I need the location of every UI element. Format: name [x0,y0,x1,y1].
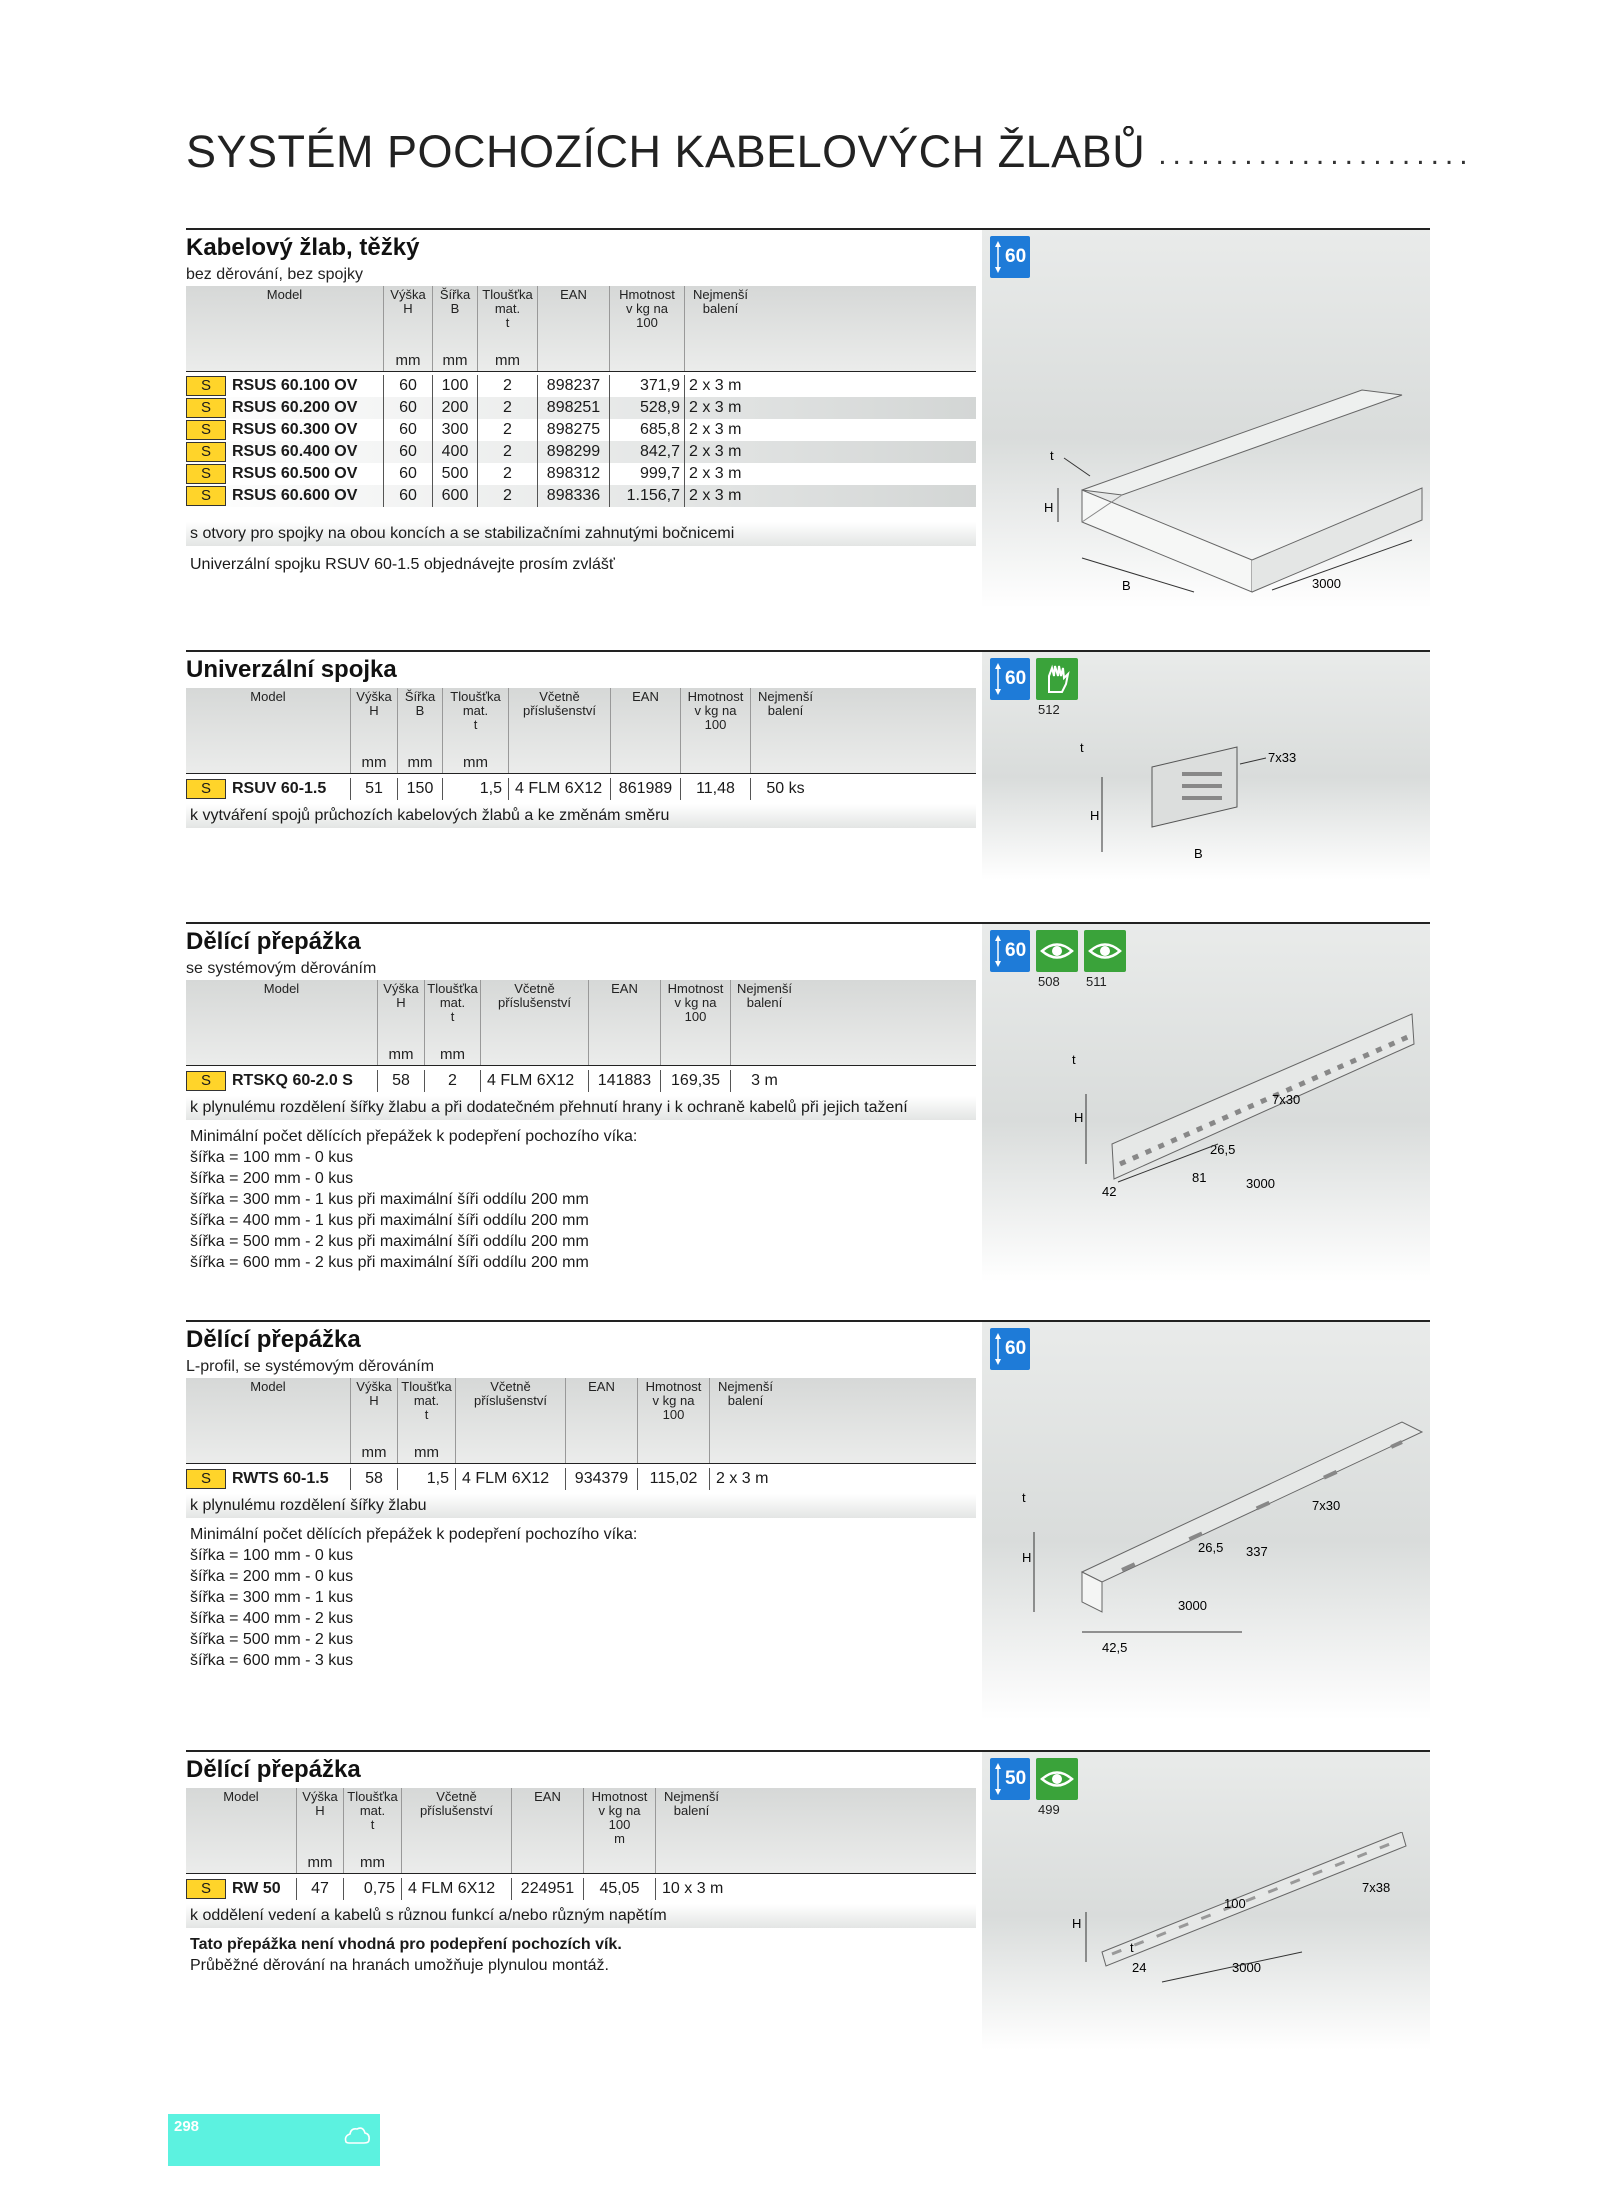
svg-text:B: B [1194,846,1203,861]
cell-t: 2 [477,375,537,397]
connector-drawing [982,722,1430,872]
cell-pack: 50 ks [750,778,820,800]
cell-t: 0,75 [343,1878,401,1900]
cell-t: 2 [477,419,537,441]
cell-pack: 2 x 3 m [709,1468,781,1490]
section-image [982,230,1430,608]
cell-t: 1,5 [442,778,508,800]
s-badge: S [186,464,226,484]
product-note: k oddělení vedení a kabelů s různou funkcí a/nebo různým napětím [186,1904,976,1928]
cell-kg: 169,35 [660,1070,730,1092]
cell-kg: 685,8 [609,419,684,441]
svg-text:42,5: 42,5 [1102,1640,1128,1655]
col-hmotnost: Hmotnost v kg na 100 [680,688,750,773]
eye-icon [1036,930,1078,972]
cell-kg: 842,7 [609,441,684,463]
page-number: 298 [174,2118,200,2135]
cell-kg: 115,02 [637,1468,709,1490]
product-note: k vytváření spojů průchozích kabelových žlabů a ke změnám směru [186,804,976,828]
cell-model: RWTS 60-1.5 [232,1470,329,1487]
table-header [186,980,976,1066]
s-badge: S [186,1879,226,1899]
cell-b: 600 [432,485,477,507]
table-row[interactable] [186,375,976,397]
svg-text:7x33: 7x33 [1268,750,1297,765]
cell-ean: 224951 [511,1878,583,1900]
s-badge: S [186,779,226,799]
table-row[interactable] [186,1878,976,1900]
table-row[interactable] [186,441,976,463]
svg-text:3000: 3000 [1246,1176,1275,1191]
l-profile-drawing [982,1402,1430,1712]
svg-text:337: 337 [1246,1544,1268,1559]
col-model: Model [263,981,300,996]
cell-accessories: 4 FLM 6X12 [508,778,610,800]
cell-kg: 999,7 [609,463,684,485]
col-tloustka: Tloušťka mat. t mm [343,1788,401,1873]
cell-h: 51 [350,778,397,800]
svg-text:t: t [1072,1052,1076,1067]
svg-text:7x30: 7x30 [1272,1092,1301,1107]
height-badge: 50 [990,1758,1030,1800]
table-row[interactable] [186,419,976,441]
cell-t: 2 [424,1070,480,1092]
col-baleni: Nejmenší balení [730,980,798,1065]
cell-pack: 2 x 3 m [684,375,756,397]
table-header [186,286,976,372]
section-delici-prepazka-1 [186,922,1430,1282]
section-delici-prepazka-3 [186,1750,1430,2050]
info-text: Průběžné děrování na hranách umožňuje plynulou montáž. [190,1957,609,1974]
cell-model: RSUS 60.300 OV [232,421,358,438]
cell-model: RSUS 60.200 OV [232,399,358,416]
section-title: Univerzální spojka [186,656,397,683]
cell-ean: 861989 [610,778,680,800]
cell-b: 300 [432,419,477,441]
col-model: Model [250,1379,286,1394]
col-hmotnost: Hmotnost v kg na 100 [609,286,684,371]
eye-icon [1036,1758,1078,1800]
col-vcetne: Včetně příslušenství [480,980,588,1065]
col-vcetne: Včetně příslušenství [401,1788,511,1873]
cell-ean: 898312 [537,463,609,485]
cell-pack: 2 x 3 m [684,397,756,419]
col-vyska: Výška H mm [383,286,432,371]
s-badge: S [186,1469,226,1489]
order-note: Univerzální spojku RSUV 60-1.5 objednávejte prosím zvlášť [190,556,615,573]
s-badge: S [186,398,226,418]
col-hmotnost: Hmotnost v kg na 100 [660,980,730,1065]
cell-pack: 3 m [730,1070,798,1092]
cell-ean: 898336 [537,485,609,507]
svg-text:7x30: 7x30 [1312,1498,1341,1513]
col-vyska: Výška H mm [350,688,397,773]
icon-code: 512 [1038,702,1060,717]
icon-code: 511 [1086,974,1107,989]
svg-text:81: 81 [1192,1170,1207,1185]
cell-ean: 898299 [537,441,609,463]
cloud-icon [342,2124,372,2148]
col-model: Model [266,287,303,302]
height-badge: 60 [990,236,1030,278]
svg-text:H: H [1090,808,1100,823]
height-arrow-icon [995,1763,1001,1795]
svg-text:3000: 3000 [1312,576,1341,591]
svg-text:3000: 3000 [1232,1960,1261,1975]
col-vcetne: Včetně příslušenství [508,688,610,773]
svg-text:100: 100 [1224,1896,1246,1911]
col-ean: EAN [511,1788,583,1873]
svg-text:42: 42 [1102,1184,1117,1199]
section-image [982,924,1430,1282]
col-model: Model [223,1789,259,1804]
cell-t: 2 [477,441,537,463]
support-list: Minimální počet dělících přepážek k podepření pochozího víka: šířka = 100 mm - 0 kus šířka = 200 mm - 0 kus šířka = 300 mm - 1 kus při maximální šíři oddílu 200 mm šířka = 400 mm - 1 kus při maximální šíři oddílu 200 mm šířka = 500 mm - 2 kus při maximální šíři oddílu 200 mm šířka = 600 mm - 2 kus při maximální šíři oddílu 200 mm [190,1128,638,1271]
cell-model: RW 50 [232,1880,281,1897]
col-baleni: Nejmenší balení [655,1788,727,1873]
product-note: s otvory pro spojky na obou koncích a se stabilizačními zahnutými bočnicemi [186,522,976,546]
section-subtitle: L-profil, se systémovým děrováním [186,1358,435,1375]
product-note: k plynulému rozdělení šířky žlabu [186,1494,976,1518]
height-arrow-icon [995,935,1001,967]
cell-b: 150 [397,778,442,800]
s-badge: S [186,1071,226,1091]
table-row[interactable] [186,485,976,507]
cell-ean: 898251 [537,397,609,419]
s-badge: S [186,442,226,462]
col-baleni: Nejmenší balení [709,1378,781,1463]
svg-text:t: t [1130,1940,1134,1955]
cell-kg: 528,9 [609,397,684,419]
warning-text: Tato přepážka není vhodná pro podepření pochozích vík. [190,1936,622,1953]
col-ean: EAN [537,286,609,371]
section-title: Dělící přepážka [186,928,361,955]
cell-h: 60 [383,375,432,397]
s-badge: S [186,486,226,506]
height-badge: 60 [990,658,1030,700]
height-arrow-icon [995,1333,1001,1365]
icon-code: 508 [1038,974,1060,989]
eye-icon [1084,930,1126,972]
cell-model: RSUS 60.400 OV [232,443,358,460]
section-univerzalni-spojka [186,650,1430,880]
height-arrow-icon [995,663,1001,695]
col-vyska: Výška H mm [350,1378,397,1463]
page-footer [168,2114,380,2166]
section-image [982,1322,1430,1720]
cell-h: 60 [383,463,432,485]
product-note: k plynulému rozdělení šířky žlabu a při dodatečném přehnutí hrany i k ochraně kabelů při jejich tažení [186,1096,976,1120]
s-badge: S [186,376,226,396]
thin-divider-drawing [982,1832,1430,2042]
col-baleni: Nejmenší balení [750,688,820,773]
table-header [186,1378,976,1464]
svg-text:26,5: 26,5 [1198,1540,1224,1555]
cell-ean: 934379 [565,1468,637,1490]
col-sirka: Šířka B mm [397,688,442,773]
cell-h: 60 [383,485,432,507]
cell-pack: 2 x 3 m [684,419,756,441]
svg-text:t: t [1050,448,1054,463]
cell-model: RSUS 60.100 OV [232,377,358,394]
table-row[interactable] [186,463,976,485]
section-image [982,1752,1430,2050]
cell-kg: 11,48 [680,778,750,800]
cell-accessories: 4 FLM 6X12 [480,1070,588,1092]
svg-text:3000: 3000 [1178,1598,1207,1613]
cell-pack: 10 x 3 m [655,1878,727,1900]
col-tloustka: Tloušťka mat. t mm [442,688,508,773]
cell-kg: 371,9 [609,375,684,397]
height-arrow-icon [995,241,1001,273]
table-header [186,1788,976,1874]
col-vcetne: Včetně příslušenství [455,1378,565,1463]
cable-tray-drawing [982,380,1430,600]
svg-text:B: B [1122,578,1131,593]
cell-b: 500 [432,463,477,485]
svg-text:7x38: 7x38 [1362,1880,1391,1895]
col-sirka: Šířka B mm [432,286,477,371]
cell-model: RSUS 60.600 OV [232,487,358,504]
page-title: SYSTÉM POCHOZÍCH KABELOVÝCH ŽLABŮ ...................... [186,126,1474,177]
cell-h: 58 [350,1468,397,1490]
cell-model: RTSKQ 60-2.0 S [232,1072,353,1089]
section-title: Dělící přepážka [186,1326,361,1353]
cell-pack: 2 x 3 m [684,463,756,485]
s-badge: S [186,420,226,440]
cell-ean: 141883 [588,1070,660,1092]
table-row[interactable] [186,397,976,419]
cell-h: 60 [383,419,432,441]
table-row[interactable] [186,1468,976,1490]
svg-text:H: H [1074,1110,1084,1125]
height-badge: 60 [990,1328,1030,1370]
table-row[interactable] [186,1070,976,1092]
cell-h: 60 [383,397,432,419]
section-title: Dělící přepážka [186,1756,361,1783]
divider-drawing [982,1004,1430,1274]
col-ean: EAN [588,980,660,1065]
table-header [186,688,976,774]
cell-ean: 898275 [537,419,609,441]
section-subtitle: se systémovým děrováním [186,960,377,977]
section-title: Kabelový žlab, těžký [186,234,420,261]
section-kabelovy-zlab [186,228,1430,608]
cell-b: 400 [432,441,477,463]
title-dots: ...................... [1158,138,1474,172]
cell-h: 47 [296,1878,343,1900]
col-ean: EAN [565,1378,637,1463]
svg-text:t: t [1080,740,1084,755]
cell-t: 2 [477,397,537,419]
section-subtitle: bez děrování, bez spojky [186,266,363,283]
col-tloustka: Tloušťka mat. t mm [397,1378,455,1463]
section-image [982,652,1430,880]
icon-code: 499 [1038,1802,1060,1817]
svg-text:26,5: 26,5 [1210,1142,1236,1157]
cell-ean: 898237 [537,375,609,397]
table-row[interactable] [186,778,976,800]
cell-kg: 1.156,7 [609,485,684,507]
support-list: Minimální počet dělících přepážek k podepření pochozího víka: šířka = 100 mm - 0 kus šířka = 200 mm - 0 kus šířka = 300 mm - 1 kus šířka = 400 mm - 2 kus šířka = 500 mm - 2 kus šířka = 600 mm - 3 kus [190,1526,638,1669]
height-badge: 60 [990,930,1030,972]
cell-pack: 2 x 3 m [684,485,756,507]
cell-accessories: 4 FLM 6X12 [401,1878,511,1900]
col-tloustka: Tloušťka mat. t mm [477,286,537,371]
col-tloustka: Tloušťka mat. t mm [424,980,480,1065]
svg-text:t: t [1022,1490,1026,1505]
col-ean: EAN [610,688,680,773]
svg-text:H: H [1072,1916,1082,1931]
cell-model: RSUS 60.500 OV [232,465,358,482]
glove-icon [1036,658,1078,700]
col-vyska: Výška H mm [296,1788,343,1873]
cell-t: 2 [477,485,537,507]
cell-h: 60 [383,441,432,463]
cell-pack: 2 x 3 m [684,441,756,463]
col-hmotnost: Hmotnost v kg na 100 [637,1378,709,1463]
svg-text:H: H [1044,500,1054,515]
cell-b: 100 [432,375,477,397]
cell-accessories: 4 FLM 6X12 [455,1468,565,1490]
section-delici-prepazka-2 [186,1320,1430,1720]
svg-text:H: H [1022,1550,1032,1565]
cell-kg: 45,05 [583,1878,655,1900]
svg-text:24: 24 [1132,1960,1147,1975]
cell-b: 200 [432,397,477,419]
col-vyska: Výška H mm [377,980,424,1065]
col-hmotnost: Hmotnost v kg na 100 m [583,1788,655,1873]
cell-model: RSUV 60-1.5 [232,780,327,797]
col-baleni: Nejmenší balení [684,286,756,371]
cell-t: 2 [477,463,537,485]
col-model: Model [250,689,286,704]
cell-h: 58 [377,1070,424,1092]
cell-t: 1,5 [397,1468,455,1490]
